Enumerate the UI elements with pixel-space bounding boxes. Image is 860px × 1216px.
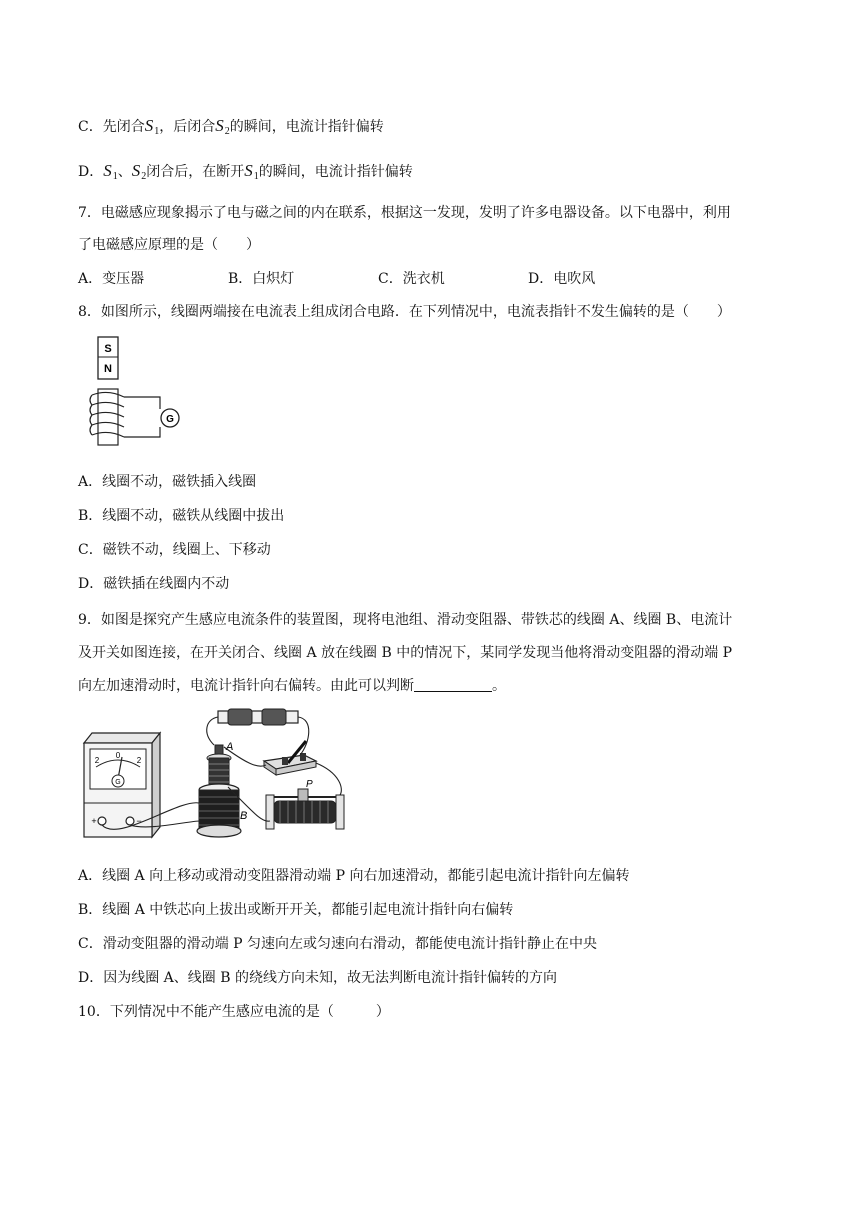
q6-option-d-suffix: 的瞬间，电流计指针偏转 [258, 164, 413, 180]
switch [264, 741, 316, 775]
label-coil-b: B [240, 810, 248, 822]
meter-scale-left: 2 [94, 756, 100, 765]
q7-option-b: B．白炽灯 [228, 271, 295, 287]
terminal-minus-label: − [136, 816, 142, 826]
q8-option-a: A．线圈不动，磁铁插入线圈 [78, 474, 257, 490]
q7-stem-line2: 了电磁感应原理的是（ ） [78, 237, 260, 253]
q6-option-c [78, 116, 384, 142]
q8-option-d: D．磁铁插在线圈内不动 [78, 576, 230, 592]
coil-core [98, 389, 118, 445]
symbol-subscript: 2 [141, 171, 147, 182]
q8-stem: 8．如图所示，线圈两端接在电流表上组成闭合电路．在下列情况中，电流表指针不发生偏转的是（ ） [78, 304, 731, 320]
terminal-positive [98, 817, 106, 825]
label-slider-p: P [306, 779, 313, 790]
q6-option-c-prefix: C．先闭合 [78, 119, 145, 135]
meter-scale-mid: 0 [115, 751, 121, 760]
q9-stem-line3-end: 。 [492, 678, 506, 694]
rheostat-slider [298, 789, 308, 801]
q9-figure [78, 703, 363, 845]
q8-option-b: B．线圈不动，磁铁从线圈中拔出 [78, 508, 285, 524]
circuit-wire [124, 427, 160, 437]
q9-stem-line2: 及开关如图连接，在开关闭合、线圈 A 放在线圈 B 中的情况下，某同学发现当他将滑动变阻器的滑动端 P [78, 645, 733, 661]
q6-option-d-mid: 闭合后，在断开 [146, 164, 245, 180]
q6-option-d-prefix: D． [78, 164, 104, 180]
battery-pack [218, 709, 298, 725]
q9-stem-line3-text: 向左加速滑动时，电流计指针向右偏转。由此可以判断 [78, 678, 414, 694]
q7-stem-line1: 7．电磁感应现象揭示了电与磁之间的内在联系，根据这一发现，发明了许多电器设备。以下电器中，利用 [78, 205, 731, 221]
q6-option-d [78, 161, 413, 187]
q9-option-c: C．滑动变阻器的滑动端 P 匀速向左或匀速向右滑动，都能使电流计指针静止在中央 [78, 936, 598, 952]
q7-options [78, 269, 595, 289]
separator: 、 [117, 164, 132, 180]
coil-b [197, 784, 241, 837]
symbol-s: S [144, 116, 154, 135]
q7-option-c: C．洗衣机 [378, 271, 445, 287]
galvanometer-label: G [166, 414, 174, 425]
q8-figure [84, 335, 188, 450]
circuit-wire [124, 397, 160, 409]
rheostat [266, 789, 344, 829]
terminal-negative [126, 817, 134, 825]
q6-option-c-mid: ，后闭合 [159, 119, 216, 135]
symbol-subscript: 2 [224, 126, 230, 137]
symbol-s: S [103, 161, 112, 180]
galvanometer-box [84, 733, 160, 837]
q9-stem-line3 [78, 676, 506, 696]
terminal-plus-label: + [91, 816, 97, 826]
symbol-subscript: 1 [154, 126, 160, 137]
label-coil-a: A [226, 741, 234, 753]
symbol-s: S [244, 161, 253, 180]
magnet-pole-s: S [104, 343, 112, 355]
q9-option-b: B．线圈 A 中铁芯向上拔出或断开开关，都能引起电流计指针向右偏转 [78, 902, 514, 918]
symbol-subscript: 1 [253, 171, 259, 182]
q6-option-c-suffix: 的瞬间，电流计指针偏转 [229, 119, 384, 135]
q9-stem-line1: 9．如图是探究产生感应电流条件的装置图，现将电池组、滑动变阻器、带铁芯的线圈 A、线圈 B、电流计 [78, 612, 733, 628]
symbol-s: S [215, 116, 224, 135]
q9-option-a: A．线圈 A 向上移动或滑动变阻器滑动端 P 向右加速滑动，都能引起电流计指针向左偏转 [78, 868, 630, 884]
q9-option-d: D．因为线圈 A、线圈 B 的绕线方向未知，故无法判断电流计指针偏转的方向 [78, 970, 557, 986]
magnet-pole-n: N [104, 363, 112, 375]
q7-option-a: A．变压器 [78, 271, 145, 287]
q8-option-c: C．磁铁不动，线圈上、下移动 [78, 542, 271, 558]
meter-g-label: G [115, 779, 121, 786]
symbol-s: S [131, 161, 141, 180]
answer-blank[interactable] [414, 677, 492, 692]
symbol-subscript: 1 [112, 171, 118, 182]
meter-scale-right: 2 [136, 756, 142, 765]
q7-option-d: D．电吹风 [528, 271, 596, 287]
q10-stem: 10．下列情况中不能产生感应电流的是（ ） [78, 1004, 390, 1020]
